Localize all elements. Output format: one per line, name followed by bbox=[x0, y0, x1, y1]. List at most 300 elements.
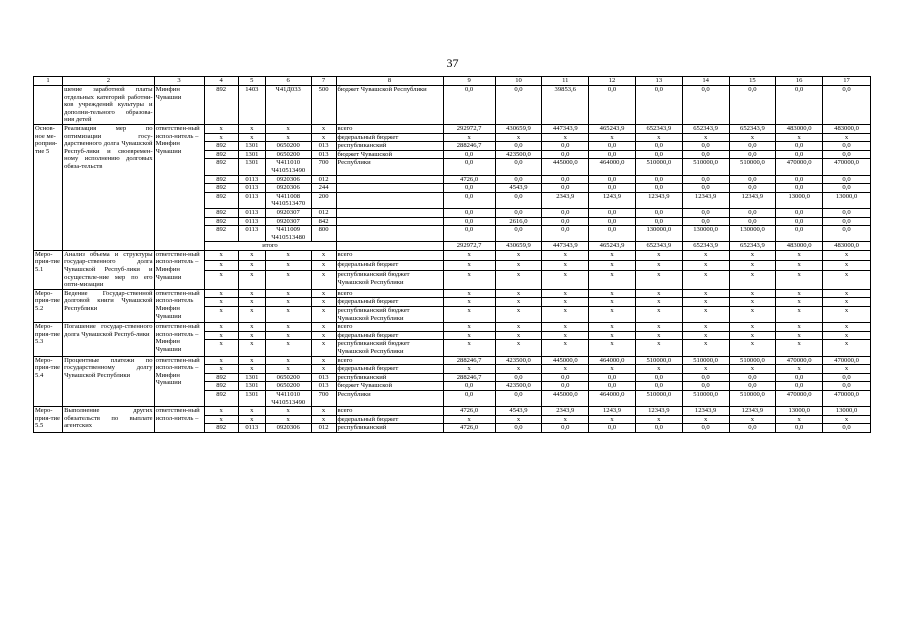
amount-cell: 0,0 bbox=[589, 175, 636, 184]
code-expense-type-cell: 012 bbox=[311, 424, 336, 433]
funding-source-cell bbox=[336, 184, 443, 193]
amount-cell: 0,0 bbox=[635, 184, 682, 193]
funding-source-cell bbox=[336, 208, 443, 217]
amount-cell: 470000,0 bbox=[823, 356, 871, 365]
amount-cell: x bbox=[443, 340, 495, 356]
code-section-cell: x bbox=[238, 415, 265, 424]
funding-source-cell: республиканский бюджет Чувашской Республики bbox=[336, 270, 443, 289]
amount-cell: 0,0 bbox=[495, 373, 542, 382]
funding-source-cell bbox=[336, 175, 443, 184]
amount-cell: x bbox=[823, 415, 871, 424]
code-grbs-cell: x bbox=[204, 407, 238, 416]
code-grbs-cell: x bbox=[204, 307, 238, 323]
code-expense-type-cell: x bbox=[311, 407, 336, 416]
code-grbs-cell: 892 bbox=[204, 159, 238, 175]
funding-source-cell: всего bbox=[336, 407, 443, 416]
amount-cell: 288246,7 bbox=[443, 356, 495, 365]
amount-cell: x bbox=[589, 133, 636, 142]
amount-cell: 510000,0 bbox=[729, 390, 776, 406]
amount-cell: x bbox=[542, 289, 589, 298]
amount-cell: x bbox=[635, 250, 682, 260]
amount-cell: 0,0 bbox=[495, 175, 542, 184]
amount-cell: 0,0 bbox=[823, 184, 871, 193]
program-name-cell: Меро-прия-тие 5.4 bbox=[34, 356, 63, 407]
amount-cell: 0,0 bbox=[823, 373, 871, 382]
amount-cell: 0,0 bbox=[776, 226, 823, 242]
code-expense-type-cell: 012 bbox=[311, 208, 336, 217]
code-target-cell: x bbox=[265, 270, 311, 289]
amount-cell: x bbox=[542, 331, 589, 340]
amount-cell: x bbox=[729, 250, 776, 260]
column-header-3: 3 bbox=[154, 77, 204, 86]
amount-cell: x bbox=[443, 270, 495, 289]
code-expense-type-cell: x bbox=[311, 250, 336, 260]
amount-cell: x bbox=[776, 323, 823, 332]
funding-source-cell: всего bbox=[336, 289, 443, 298]
code-target-cell: Ч411009 Ч410513480 bbox=[265, 226, 311, 242]
code-grbs-cell: 892 bbox=[204, 86, 238, 125]
amount-cell: 0,0 bbox=[635, 217, 682, 226]
amount-cell: 13000,0 bbox=[823, 192, 871, 208]
column-header-12: 12 bbox=[589, 77, 636, 86]
code-expense-type-cell: x bbox=[311, 298, 336, 307]
amount-cell: 0,0 bbox=[589, 217, 636, 226]
amount-cell: x bbox=[443, 289, 495, 298]
amount-cell: 0,0 bbox=[589, 226, 636, 242]
executor-cell: ответствен-ный испол-нитель – Минфин Чувашии bbox=[154, 250, 204, 289]
amount-cell: x bbox=[542, 133, 589, 142]
amount-cell: x bbox=[542, 340, 589, 356]
funding-source-cell bbox=[336, 226, 443, 242]
amount-cell: 1243,9 bbox=[589, 407, 636, 416]
amount-cell: x bbox=[635, 289, 682, 298]
code-grbs-cell: x bbox=[204, 331, 238, 340]
amount-cell: x bbox=[823, 323, 871, 332]
code-target-cell: 0920307 bbox=[265, 217, 311, 226]
code-expense-type-cell: 500 bbox=[311, 86, 336, 125]
table-row bbox=[34, 86, 871, 125]
amount-cell: x bbox=[729, 260, 776, 270]
code-expense-type-cell: x bbox=[311, 356, 336, 365]
amount-cell: 0,0 bbox=[542, 150, 589, 159]
amount-cell: 445000,0 bbox=[542, 356, 589, 365]
amount-cell: 12343,9 bbox=[682, 192, 729, 208]
measure-title-cell: Процентные платежи по государственному долгу Чувашской Республики bbox=[63, 356, 154, 407]
amount-cell: x bbox=[823, 365, 871, 374]
code-target-cell: x bbox=[265, 340, 311, 356]
amount-cell: 0,0 bbox=[776, 142, 823, 151]
code-section-cell: x bbox=[238, 340, 265, 356]
amount-cell: 0,0 bbox=[635, 175, 682, 184]
amount-cell: 0,0 bbox=[542, 175, 589, 184]
amount-cell: 130000,0 bbox=[682, 226, 729, 242]
amount-cell: x bbox=[776, 298, 823, 307]
total-amount-cell: 447343,9 bbox=[542, 242, 589, 251]
code-grbs-cell: x bbox=[204, 365, 238, 374]
amount-cell: 0,0 bbox=[823, 382, 871, 391]
amount-cell: x bbox=[823, 298, 871, 307]
amount-cell: 0,0 bbox=[776, 424, 823, 433]
amount-cell: 0,0 bbox=[729, 86, 776, 125]
amount-cell: 510000,0 bbox=[635, 390, 682, 406]
amount-cell: 0,0 bbox=[635, 424, 682, 433]
code-target-cell: Ч411010 Ч410513490 bbox=[265, 390, 311, 406]
amount-cell: 2343,9 bbox=[542, 407, 589, 416]
amount-cell: 288246,7 bbox=[443, 373, 495, 382]
code-grbs-cell: 892 bbox=[204, 150, 238, 159]
total-amount-cell: 652343,9 bbox=[729, 242, 776, 251]
code-target-cell: Ч41Д033 bbox=[265, 86, 311, 125]
amount-cell: 0,0 bbox=[542, 217, 589, 226]
amount-cell: x bbox=[589, 307, 636, 323]
amount-cell: 464000,0 bbox=[589, 356, 636, 365]
amount-cell: 0,0 bbox=[542, 142, 589, 151]
code-section-cell: 1301 bbox=[238, 390, 265, 406]
measure-title-cell: Выполнение других обязательств по выплате агентских bbox=[63, 407, 154, 433]
amount-cell: 0,0 bbox=[589, 184, 636, 193]
code-target-cell: x bbox=[265, 289, 311, 298]
code-expense-type-cell: x bbox=[311, 124, 336, 133]
amount-cell: x bbox=[443, 365, 495, 374]
funding-source-cell: бюджет Чувашской bbox=[336, 382, 443, 391]
amount-cell: x bbox=[443, 307, 495, 323]
code-section-cell: 1301 bbox=[238, 150, 265, 159]
amount-cell: x bbox=[495, 298, 542, 307]
amount-cell: 0,0 bbox=[635, 208, 682, 217]
executor-cell: ответствен-ный испол-нитель – Минфин Чувашии bbox=[154, 356, 204, 407]
amount-cell: x bbox=[635, 415, 682, 424]
amount-cell: 0,0 bbox=[682, 208, 729, 217]
amount-cell: x bbox=[729, 270, 776, 289]
code-expense-type-cell: 700 bbox=[311, 159, 336, 175]
amount-cell: 0,0 bbox=[443, 390, 495, 406]
code-target-cell: x bbox=[265, 407, 311, 416]
code-section-cell: x bbox=[238, 323, 265, 332]
amount-cell: 0,0 bbox=[682, 424, 729, 433]
executor-cell: ответствен-ный испол-нитель – Минфин Чувашии bbox=[154, 323, 204, 356]
funding-source-cell: Республики bbox=[336, 390, 443, 406]
amount-cell: x bbox=[729, 331, 776, 340]
amount-cell: 0,0 bbox=[542, 373, 589, 382]
amount-cell: 510000,0 bbox=[635, 159, 682, 175]
amount-cell: x bbox=[776, 289, 823, 298]
amount-cell: x bbox=[776, 270, 823, 289]
amount-cell: x bbox=[635, 340, 682, 356]
code-section-cell: 1301 bbox=[238, 159, 265, 175]
amount-cell: 4543,9 bbox=[495, 184, 542, 193]
amount-cell: x bbox=[823, 133, 871, 142]
amount-cell: 0,0 bbox=[443, 208, 495, 217]
amount-cell: x bbox=[635, 298, 682, 307]
amount-cell: 0,0 bbox=[635, 382, 682, 391]
amount-cell: x bbox=[682, 133, 729, 142]
code-section-cell: x bbox=[238, 124, 265, 133]
code-section-cell: x bbox=[238, 260, 265, 270]
amount-cell: 0,0 bbox=[495, 390, 542, 406]
program-name-cell bbox=[34, 86, 63, 125]
amount-cell: x bbox=[776, 250, 823, 260]
program-name-cell: Основ-ное ме-роприя-тие 5 bbox=[34, 124, 63, 250]
column-header-9: 9 bbox=[443, 77, 495, 86]
amount-cell: x bbox=[823, 307, 871, 323]
amount-cell: 0,0 bbox=[682, 150, 729, 159]
total-amount-cell: 430659,9 bbox=[495, 242, 542, 251]
amount-cell: 4726,0 bbox=[443, 407, 495, 416]
code-target-cell: 0920306 bbox=[265, 175, 311, 184]
code-expense-type-cell: 244 bbox=[311, 184, 336, 193]
funding-source-cell: Республики bbox=[336, 159, 443, 175]
code-expense-type-cell: 800 bbox=[311, 226, 336, 242]
code-expense-type-cell: x bbox=[311, 415, 336, 424]
amount-cell: x bbox=[635, 323, 682, 332]
code-target-cell: 0650200 bbox=[265, 150, 311, 159]
code-target-cell: 0920306 bbox=[265, 184, 311, 193]
code-grbs-cell: 892 bbox=[204, 373, 238, 382]
amount-cell: 4726,0 bbox=[443, 424, 495, 433]
amount-cell: 0,0 bbox=[682, 382, 729, 391]
code-section-cell: 1301 bbox=[238, 373, 265, 382]
executor-cell: ответствен-ный испол-нитель – bbox=[154, 407, 204, 433]
amount-cell: x bbox=[542, 298, 589, 307]
code-section-cell: 0113 bbox=[238, 175, 265, 184]
amount-cell: 483000,0 bbox=[823, 124, 871, 133]
amount-cell: 465243,9 bbox=[589, 124, 636, 133]
column-header-6: 6 bbox=[265, 77, 311, 86]
code-grbs-cell: x bbox=[204, 124, 238, 133]
amount-cell: x bbox=[495, 270, 542, 289]
code-section-cell: 0113 bbox=[238, 192, 265, 208]
amount-cell: x bbox=[635, 331, 682, 340]
amount-cell: 130000,0 bbox=[635, 226, 682, 242]
amount-cell: 13000,0 bbox=[776, 407, 823, 416]
amount-cell: x bbox=[729, 340, 776, 356]
table-row bbox=[34, 407, 871, 416]
amount-cell: 510000,0 bbox=[682, 390, 729, 406]
code-target-cell: Ч411008 Ч410513470 bbox=[265, 192, 311, 208]
code-expense-type-cell: x bbox=[311, 307, 336, 323]
amount-cell: 0,0 bbox=[635, 373, 682, 382]
amount-cell: x bbox=[776, 331, 823, 340]
amount-cell: x bbox=[776, 415, 823, 424]
amount-cell: 483000,0 bbox=[776, 124, 823, 133]
code-section-cell: 1301 bbox=[238, 142, 265, 151]
amount-cell: x bbox=[823, 270, 871, 289]
table-body bbox=[34, 86, 871, 433]
funding-source-cell: федеральный бюджет bbox=[336, 331, 443, 340]
amount-cell: 0,0 bbox=[776, 208, 823, 217]
amount-cell: 470000,0 bbox=[823, 390, 871, 406]
code-expense-type-cell: x bbox=[311, 331, 336, 340]
amount-cell: x bbox=[729, 298, 776, 307]
amount-cell: x bbox=[589, 250, 636, 260]
amount-cell: 0,0 bbox=[682, 142, 729, 151]
amount-cell: x bbox=[729, 307, 776, 323]
total-amount-cell: 483000,0 bbox=[776, 242, 823, 251]
amount-cell: x bbox=[682, 270, 729, 289]
amount-cell: x bbox=[495, 340, 542, 356]
amount-cell: 470000,0 bbox=[776, 159, 823, 175]
code-grbs-cell: 892 bbox=[204, 217, 238, 226]
executor-cell: ответствен-ный испол-нитель – Минфин Чувашии bbox=[154, 124, 204, 250]
amount-cell: 652343,9 bbox=[729, 124, 776, 133]
amount-cell: x bbox=[589, 260, 636, 270]
amount-cell: 4543,9 bbox=[495, 407, 542, 416]
amount-cell: 445000,0 bbox=[542, 390, 589, 406]
amount-cell: 12343,9 bbox=[729, 407, 776, 416]
funding-source-cell bbox=[336, 242, 443, 251]
amount-cell: x bbox=[495, 323, 542, 332]
amount-cell: 0,0 bbox=[682, 184, 729, 193]
code-section-cell: x bbox=[238, 250, 265, 260]
amount-cell: 0,0 bbox=[776, 175, 823, 184]
amount-cell: 0,0 bbox=[729, 142, 776, 151]
amount-cell: x bbox=[495, 133, 542, 142]
amount-cell: x bbox=[443, 298, 495, 307]
amount-cell: x bbox=[729, 415, 776, 424]
code-target-cell: x bbox=[265, 298, 311, 307]
code-section-cell: x bbox=[238, 407, 265, 416]
amount-cell: 0,0 bbox=[682, 217, 729, 226]
funding-source-cell: всего bbox=[336, 356, 443, 365]
amount-cell: x bbox=[823, 260, 871, 270]
program-name-cell: Меро-прия-тие 5.3 bbox=[34, 323, 63, 356]
code-section-cell: x bbox=[238, 133, 265, 142]
code-expense-type-cell: x bbox=[311, 270, 336, 289]
column-header-14: 14 bbox=[682, 77, 729, 86]
funding-source-cell: республиканский bbox=[336, 373, 443, 382]
amount-cell: x bbox=[729, 133, 776, 142]
code-target-cell: 0920307 bbox=[265, 208, 311, 217]
amount-cell: 652343,9 bbox=[635, 124, 682, 133]
amount-cell: 0,0 bbox=[495, 424, 542, 433]
column-header-17: 17 bbox=[823, 77, 871, 86]
amount-cell: 13000,0 bbox=[823, 407, 871, 416]
executor-cell: Минфин Чувашии bbox=[154, 86, 204, 125]
amount-cell: x bbox=[682, 289, 729, 298]
code-section-cell: x bbox=[238, 270, 265, 289]
amount-cell: 0,0 bbox=[495, 192, 542, 208]
code-expense-type-cell: 012 bbox=[311, 175, 336, 184]
code-expense-type-cell: x bbox=[311, 133, 336, 142]
amount-cell: x bbox=[682, 340, 729, 356]
amount-cell: x bbox=[495, 307, 542, 323]
code-target-cell: 0650200 bbox=[265, 382, 311, 391]
measure-title-cell: Анализ объема и структуры государ-ственного долга Чувашской Респуб-лики и осуществле-ние мер по его опти-мизации bbox=[64, 250, 153, 289]
amount-cell: 0,0 bbox=[495, 208, 542, 217]
page-number: 37 bbox=[446, 56, 459, 70]
amount-cell: 4726,0 bbox=[443, 175, 495, 184]
measure-title-cell: Реализация мер по оптимизации госу-дарственного долга Чувашской Респуб-лики и своевремен-ному исполнению долговых обяза-тельств bbox=[63, 124, 154, 250]
amount-cell: x bbox=[776, 133, 823, 142]
amount-cell: x bbox=[589, 270, 636, 289]
measure-title-cell: шение заработной платы отдельных категорий работни-ков учреждений культуры и дополни-тельного образова-ния детей bbox=[64, 86, 153, 124]
amount-cell: x bbox=[682, 250, 729, 260]
amount-cell: 0,0 bbox=[776, 373, 823, 382]
total-label-cell: итого bbox=[204, 242, 336, 251]
amount-cell: 0,0 bbox=[589, 142, 636, 151]
amount-cell: x bbox=[495, 260, 542, 270]
total-amount-cell: 465243,9 bbox=[589, 242, 636, 251]
funding-source-cell: всего bbox=[336, 323, 443, 332]
total-amount-cell: 652343,9 bbox=[682, 242, 729, 251]
amount-cell: 0,0 bbox=[823, 142, 871, 151]
column-header-5: 5 bbox=[238, 77, 265, 86]
amount-cell: 0,0 bbox=[682, 86, 729, 125]
column-header-4: 4 bbox=[204, 77, 238, 86]
code-grbs-cell: 892 bbox=[204, 382, 238, 391]
code-expense-type-cell: 013 bbox=[311, 142, 336, 151]
amount-cell: 0,0 bbox=[729, 175, 776, 184]
code-target-cell: 0650200 bbox=[265, 373, 311, 382]
amount-cell: x bbox=[682, 260, 729, 270]
amount-cell: 464000,0 bbox=[589, 159, 636, 175]
amount-cell: 0,0 bbox=[729, 382, 776, 391]
amount-cell: 0,0 bbox=[589, 424, 636, 433]
total-amount-cell: 483000,0 bbox=[823, 242, 871, 251]
amount-cell: x bbox=[823, 340, 871, 356]
amount-cell: 0,0 bbox=[589, 208, 636, 217]
amount-cell: x bbox=[443, 260, 495, 270]
amount-cell: 0,0 bbox=[635, 150, 682, 159]
code-expense-type-cell: x bbox=[311, 289, 336, 298]
amount-cell: 423500,0 bbox=[495, 356, 542, 365]
amount-cell: 0,0 bbox=[682, 373, 729, 382]
funding-source-cell: федеральный бюджет bbox=[336, 365, 443, 374]
code-grbs-cell: 892 bbox=[204, 424, 238, 433]
table-row bbox=[34, 356, 871, 365]
code-target-cell: Ч411010 Ч410513490 bbox=[265, 159, 311, 175]
amount-cell: 0,0 bbox=[823, 217, 871, 226]
code-target-cell: x bbox=[265, 356, 311, 365]
amount-cell: x bbox=[635, 270, 682, 289]
code-grbs-cell: x bbox=[204, 298, 238, 307]
column-header-8: 8 bbox=[336, 77, 443, 86]
funding-source-cell bbox=[336, 217, 443, 226]
funding-source-cell: бюджет Чувашской Республики bbox=[336, 86, 443, 125]
amount-cell: 510000,0 bbox=[729, 356, 776, 365]
column-header-7: 7 bbox=[311, 77, 336, 86]
amount-cell: 288246,7 bbox=[443, 142, 495, 151]
code-expense-type-cell: 700 bbox=[311, 390, 336, 406]
funding-source-cell: республиканский бюджет Чувашской Республики bbox=[336, 307, 443, 323]
amount-cell: 0,0 bbox=[776, 184, 823, 193]
amount-cell: x bbox=[682, 331, 729, 340]
code-target-cell: 0920306 bbox=[265, 424, 311, 433]
amount-cell: 39853,6 bbox=[542, 86, 589, 125]
code-section-cell: 0113 bbox=[238, 184, 265, 193]
amount-cell: 0,0 bbox=[443, 192, 495, 208]
amount-cell: 0,0 bbox=[589, 150, 636, 159]
code-section-cell: x bbox=[238, 298, 265, 307]
amount-cell: 2616,0 bbox=[495, 217, 542, 226]
code-target-cell: x bbox=[265, 365, 311, 374]
code-grbs-cell: 892 bbox=[204, 184, 238, 193]
code-target-cell: x bbox=[265, 331, 311, 340]
amount-cell: x bbox=[495, 331, 542, 340]
amount-cell: x bbox=[443, 133, 495, 142]
amount-cell: x bbox=[443, 415, 495, 424]
code-grbs-cell: 892 bbox=[204, 175, 238, 184]
amount-cell: 0,0 bbox=[542, 382, 589, 391]
amount-cell: x bbox=[823, 331, 871, 340]
amount-cell: x bbox=[542, 250, 589, 260]
program-name-cell: Меро-прия-тие 5.1 bbox=[34, 250, 63, 289]
amount-cell: 0,0 bbox=[443, 150, 495, 159]
amount-cell: x bbox=[729, 289, 776, 298]
amount-cell: 0,0 bbox=[495, 226, 542, 242]
amount-cell: x bbox=[776, 365, 823, 374]
amount-cell: x bbox=[635, 365, 682, 374]
